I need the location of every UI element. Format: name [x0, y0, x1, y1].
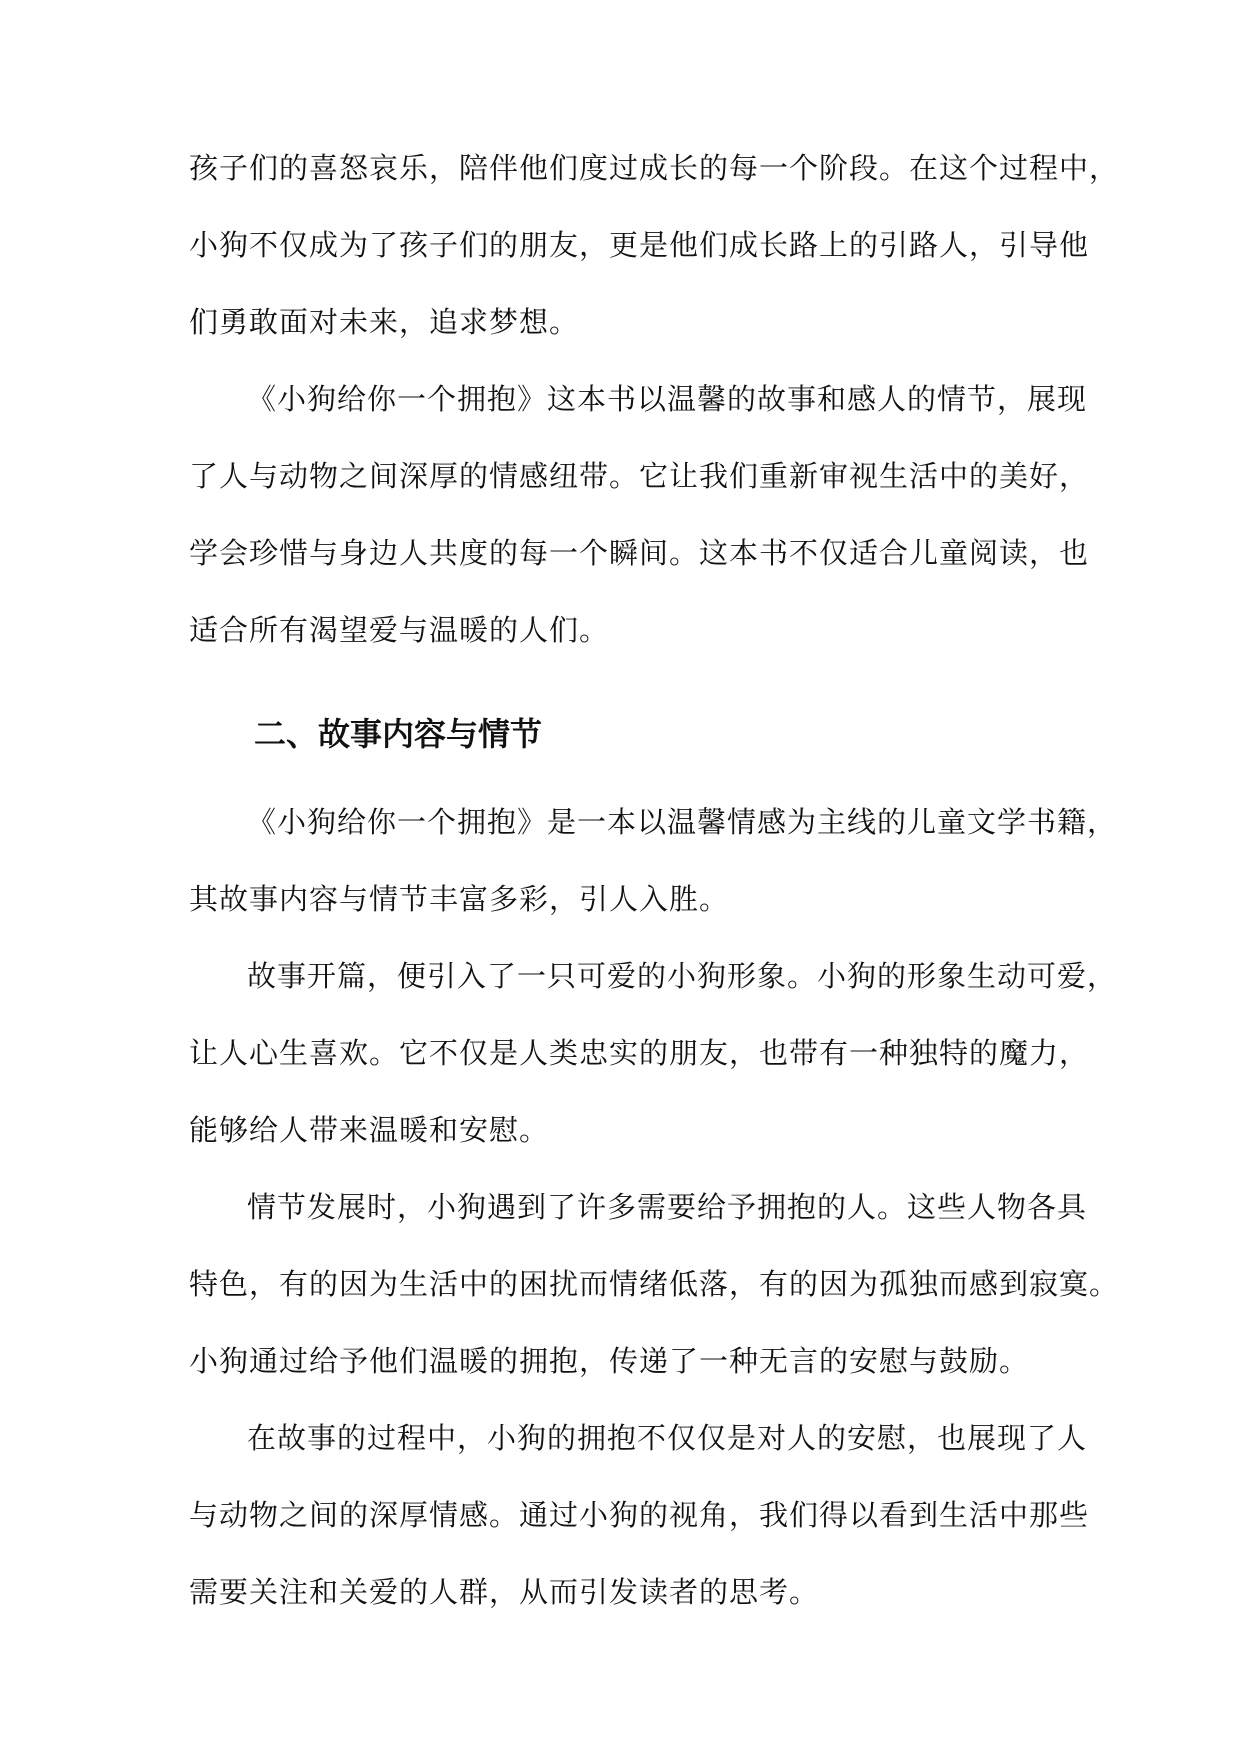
paragraph-line: 与动物之间的深厚情感。通过小狗的视角，我们得以看到生活中那些: [189, 1498, 1090, 1532]
paragraph-line: 适合所有渴望爱与温暖的人们。: [189, 613, 610, 647]
paragraph-line: 情节发展时，小狗遇到了许多需要给予拥抱的人。这些人物各具: [247, 1190, 1088, 1224]
paragraph-line: 其故事内容与情节丰富多彩，引人入胜。: [189, 882, 730, 916]
paragraph-line: 小狗通过给予他们温暖的拥抱，传递了一种无言的安慰与鼓励。: [189, 1344, 1030, 1378]
paragraph-line: 们勇敢面对未来，追求梦想。: [189, 305, 580, 339]
paragraph-line: 学会珍惜与身边人共度的每一个瞬间。这本书不仅适合儿童阅读，也: [189, 536, 1090, 570]
paragraph-line: 让人心生喜欢。它不仅是人类忠实的朋友，也带有一种独特的魔力，: [189, 1036, 1090, 1070]
paragraph-line: 需要关注和关爱的人群，从而引发读者的思考。: [189, 1575, 820, 1609]
paragraph-line: 《小狗给你一个拥抱》是一本以温馨情感为主线的儿童文学书籍，: [247, 805, 1118, 839]
paragraph-line: 小狗不仅成为了孩子们的朋友，更是他们成长路上的引路人，引导他: [189, 228, 1090, 262]
section-heading: 二、故事内容与情节: [254, 715, 543, 753]
paragraph-line: 在故事的过程中，小狗的拥抱不仅仅是对人的安慰，也展现了人: [247, 1421, 1088, 1455]
paragraph-line: 特色，有的因为生活中的困扰而情绪低落，有的因为孤独而感到寂寞。: [189, 1267, 1120, 1301]
paragraph-line: 故事开篇，便引入了一只可爱的小狗形象。小狗的形象生动可爱，: [247, 959, 1118, 993]
paragraph-line: 《小狗给你一个拥抱》这本书以温馨的故事和感人的情节，展现: [247, 382, 1088, 416]
paragraph-line: 了人与动物之间深厚的情感纽带。它让我们重新审视生活中的美好，: [189, 459, 1090, 493]
paragraph-line: 孩子们的喜怒哀乐，陪伴他们度过成长的每一个阶段。在这个过程中，: [189, 151, 1120, 185]
paragraph-line: 能够给人带来温暖和安慰。: [189, 1113, 550, 1147]
